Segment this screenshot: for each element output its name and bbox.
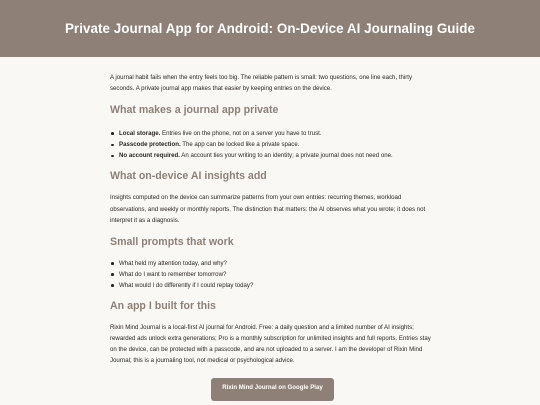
list-item: What would I do differently if I could replay today? [119,280,435,291]
list-item-bold: No account required. [119,152,180,160]
list-item: What held my attention today, and why? [119,258,435,269]
google-play-button[interactable]: Rixin Mind Journal on Google Play [211,378,334,401]
list-item-text: An account ties your writing to an identity; a private journal does not need one. [179,152,393,160]
article-body [110,72,435,401]
heading-insights: What on-device AI insights add [110,170,267,183]
prompts-list [110,258,435,291]
cta-container [110,378,435,401]
list-item-bold: Local storage. [119,130,161,138]
heading-app: An app I built for this [110,300,216,313]
list-item: What do I want to remember tomorrow? [119,269,435,280]
list-item-text: Entries live on the phone, not on a server you have to trust. [160,130,322,138]
app-paragraph: Rixin Mind Journal is a local-first AI journal for Android. Free: a daily question and a limited number of AI insights; rewarded ads unlock extra generations; Pro is a monthly subscription for unlimited insights and full reports. Entries stay on the device, can be protected with a passcode, and are not uploaded to a server. I am the developer of Rixin Mind Journal; this is a journaling tool, not medical or psychological advice. [110,324,431,365]
list-item-bold: Passcode protection. [119,141,181,149]
page-title: Private Journal App for Android: On-Device AI Journaling Guide [64,21,476,36]
heading-prompts: Small prompts that work [110,235,234,248]
insights-paragraph: Insights computed on the device can summarize patterns from your own entries: recurring themes, workload observations, and weekly or monthly reports. The distinction that matters: the AI observes what you wrote; it does not interpret it as a diagnosis. [110,194,426,224]
list-item [119,150,435,161]
private-features-list [110,128,435,161]
page-header [0,0,540,57]
list-item-text: The app can be locked like a private space. [180,141,300,149]
heading-private: What makes a journal app private [110,104,279,117]
list-item [119,139,435,150]
list-item [119,128,435,139]
intro-paragraph: A journal habit fails when the entry feels too big. The reliable pattern is small: two questions, one line each, thirty seconds. A private journal app makes that easier by keeping entries on the device. [110,74,413,93]
